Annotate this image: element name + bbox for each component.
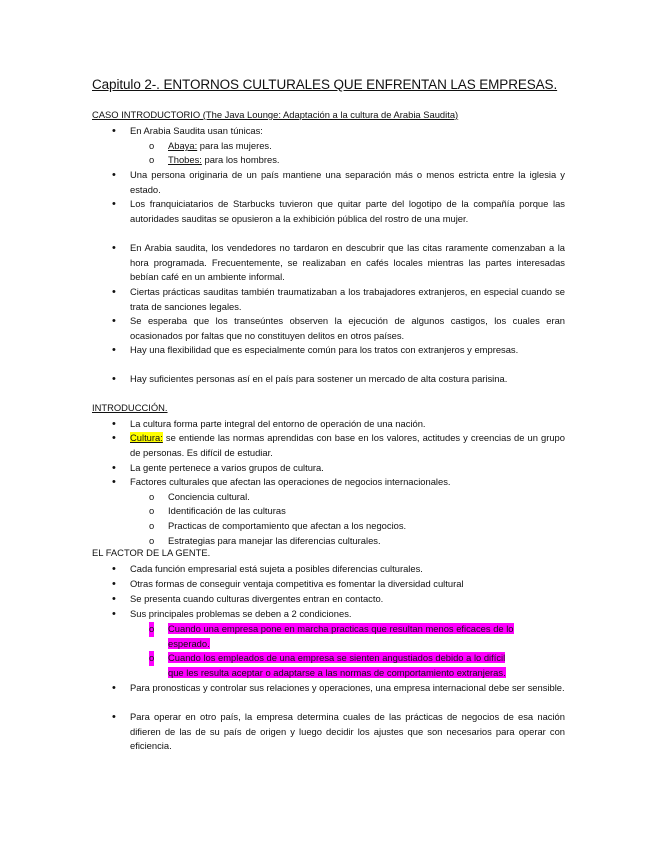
factor-sub-highlight-1 (168, 622, 565, 651)
caso-bullet-5: • Ciertas prácticas sauditas también traumatizaban a los trabajadores extranjeros, en especial cuando se trata de sanciones legales. (130, 285, 565, 314)
factor-sub-2-line-2: que les resulta aceptar o adaptarse a las normas de comportamiento extranjeras. (168, 666, 506, 678)
factor-bullet-6: • Para operar en otro país, la empresa determina cuales de las prácticas de negocios de esa nación difieren de las de su país de origen y luego decidir los ajustes que son necesarios para operar con eficiencia. (130, 710, 565, 754)
factor-sub-1-line-1: Cuando una empresa pone en marcha practicas que resultan menos eficaces de lo (168, 623, 514, 634)
thobes-term: Thobes: (168, 154, 202, 165)
intro-bullet-2 (130, 431, 565, 460)
intro-sub-4: o Estrategias para manejar las diferencias culturales. (168, 534, 565, 549)
caso-bullet-1: • En Arabia Saudita usan túnicas: (130, 124, 565, 139)
factor-bullet-4: • Sus principales problemas se deben a 2 condiciones. (130, 607, 565, 622)
abaya-text: para las mujeres. (197, 140, 272, 151)
caso-bullet-8: • Hay suficientes personas así en el país para sostener un mercado de alta costura parisina. (130, 372, 565, 387)
page-title: Capitulo 2-. ENTORNOS CULTURALES QUE ENFRENTAN LAS EMPRESAS. (92, 77, 558, 92)
intro-sub-1: o Conciencia cultural. (168, 490, 565, 505)
caso-bullet-4: • En Arabia saudita, los vendedores no tardaron en descubrir que las citas raramente comenzaban a la hora programada. Frecuentemente, se realizaban en cafés locales mientras las partes interesadas bebían café en un ambiente informal. (130, 241, 565, 285)
factor-bullet-5: • Para pronosticas y controlar sus relaciones y operaciones, una empresa internacional debe ser sensible. (130, 681, 565, 696)
factor-sub-highlight-2 (168, 651, 565, 680)
intro-bullet-4: • Factores culturales que afectan las operaciones de negocios internacionales. (130, 475, 565, 490)
caso-bullet-3: • Los franquiciatarios de Starbucks tuvieron que quitar parte del logotipo de la compañía porque las autoridades sauditas se opusieron a la exhibición pública del rostro de una mujer. (130, 197, 565, 226)
thobes-text: para los hombres. (201, 154, 280, 165)
intro-bullet-3: • La gente pertenece a varios grupos de cultura. (130, 461, 565, 476)
factor-sub-1-line-2: esperado. (168, 637, 210, 649)
factor-sub-2-line-1: Cuando los empleados de una empresa se sienten angustiados debido a lo difícil (168, 652, 506, 663)
intro-sub-2: o Identificación de las culturas (168, 504, 565, 519)
intro-bullet-1: • La cultura forma parte integral del entorno de operación de una nación. (130, 417, 565, 432)
cultura-text: se entiende las normas aprendidas con base en los valores, actitudes y creencias de un grupo de personas. Es difícil de estudiar. (130, 432, 565, 458)
intro-sub-3: o Practicas de comportamiento que afectan a los negocios. (168, 519, 565, 534)
caso-bullet-2: • Una persona originaria de un país mantiene una separación más o menos estricta entre la iglesia y estado. (130, 168, 565, 197)
cultura-term: Cultura: (130, 432, 163, 443)
factor-bullet-3: • Se presenta cuando culturas divergentes entran en contacto. (130, 592, 565, 607)
abaya-term: Abaya: (168, 140, 198, 151)
factor-bullet-2: • Otras formas de conseguir ventaja competitiva es fomentar la diversidad cultural (130, 577, 565, 592)
caso-bullet-6: • Se esperaba que los transeúntes observen la ejecución de algunos castigos, los cuales eran ocasionados por faltas que no constituyen delitos en otros países. (130, 314, 565, 343)
intro-heading: INTRODUCCIÓN. (92, 402, 168, 413)
caso-heading: CASO INTRODUCTORIO (The Java Lounge: Adaptación a la cultura de Arabia Saudita) (92, 109, 459, 120)
factor-heading: EL FACTOR DE LA GENTE. (92, 547, 211, 558)
caso-sub-thobes (168, 153, 565, 168)
caso-bullet-7: • Hay una flexibilidad que es especialmente común para los tratos con extranjeros y empresas. (130, 343, 565, 358)
caso-sub-abaya (168, 139, 565, 154)
factor-bullet-1: • Cada función empresarial está sujeta a posibles diferencias culturales. (130, 562, 565, 577)
